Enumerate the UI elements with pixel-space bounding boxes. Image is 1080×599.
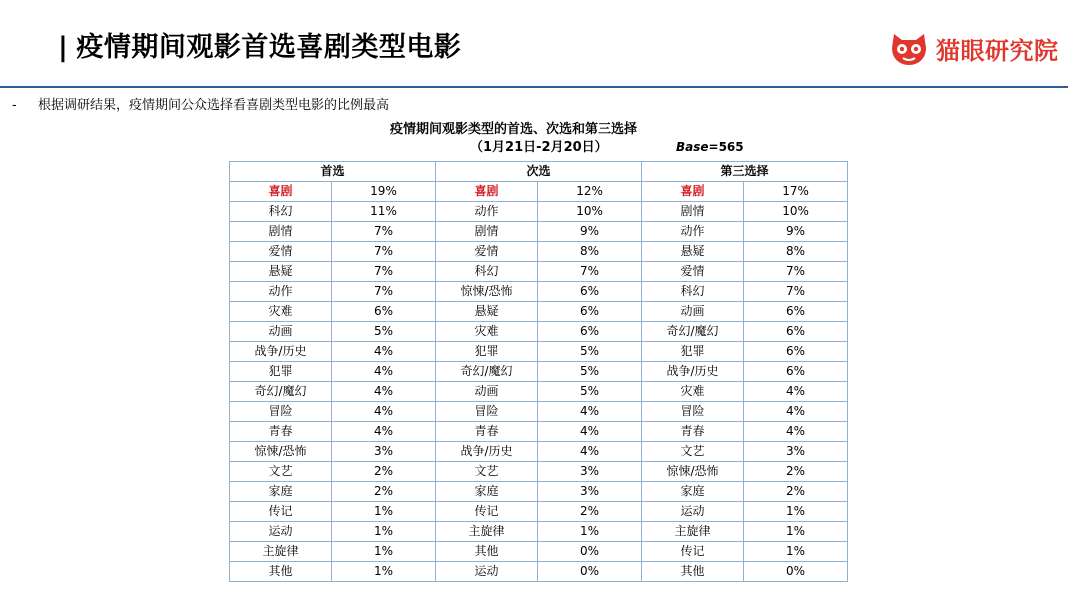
percent-first-choice: 7% [332, 262, 436, 282]
genre-second-choice: 其他 [436, 542, 538, 562]
percent-second-choice: 9% [538, 222, 642, 242]
genre-third-choice: 喜剧 [642, 182, 744, 202]
percent-third-choice: 4% [744, 402, 848, 422]
genre-third-choice: 奇幻/魔幻 [642, 322, 744, 342]
genre-second-choice: 喜剧 [436, 182, 538, 202]
percent-first-choice: 7% [332, 222, 436, 242]
percent-third-choice: 6% [744, 322, 848, 342]
genre-third-choice: 传记 [642, 542, 744, 562]
percent-first-choice: 4% [332, 422, 436, 442]
genre-second-choice: 动画 [436, 382, 538, 402]
percent-third-choice: 6% [744, 362, 848, 382]
genre-first-choice: 文艺 [230, 462, 332, 482]
percent-second-choice: 4% [538, 422, 642, 442]
table-row [230, 382, 848, 402]
table-row [230, 402, 848, 422]
percent-third-choice: 1% [744, 502, 848, 522]
percent-first-choice: 4% [332, 382, 436, 402]
bullet-marker: - [12, 98, 17, 113]
table-row [230, 442, 848, 462]
bullet-text: 根据调研结果，疫情期间公众选择看喜剧类型电影的比例最高 [38, 98, 390, 113]
genre-third-choice: 运动 [642, 502, 744, 522]
percent-third-choice: 17% [744, 182, 848, 202]
genre-first-choice: 惊悚/恐怖 [230, 442, 332, 462]
genre-third-choice: 主旋律 [642, 522, 744, 542]
genre-third-choice: 文艺 [642, 442, 744, 462]
summary-bullet [12, 97, 389, 115]
percent-third-choice: 7% [744, 262, 848, 282]
percent-second-choice: 4% [538, 402, 642, 422]
genre-first-choice: 传记 [230, 502, 332, 522]
percent-first-choice: 2% [332, 462, 436, 482]
genre-second-choice: 爱情 [436, 242, 538, 262]
table-row [230, 202, 848, 222]
genre-first-choice: 犯罪 [230, 362, 332, 382]
percent-second-choice: 0% [538, 562, 642, 582]
genre-second-choice: 青春 [436, 422, 538, 442]
genre-third-choice: 战争/历史 [642, 362, 744, 382]
percent-third-choice: 10% [744, 202, 848, 222]
genre-second-choice: 灾难 [436, 322, 538, 342]
percent-third-choice: 6% [744, 342, 848, 362]
genre-third-choice: 家庭 [642, 482, 744, 502]
percent-second-choice: 3% [538, 482, 642, 502]
column-header-third-choice: 第三选择 [642, 162, 848, 182]
percent-second-choice: 2% [538, 502, 642, 522]
percent-third-choice: 3% [744, 442, 848, 462]
genre-third-choice: 青春 [642, 422, 744, 442]
percent-second-choice: 7% [538, 262, 642, 282]
brand-logo [888, 28, 1059, 68]
genre-first-choice: 冒险 [230, 402, 332, 422]
percent-second-choice: 5% [538, 362, 642, 382]
genre-first-choice: 其他 [230, 562, 332, 582]
percent-first-choice: 4% [332, 362, 436, 382]
percent-first-choice: 4% [332, 402, 436, 422]
page-title [58, 28, 461, 68]
table-row [230, 302, 848, 322]
genre-first-choice: 青春 [230, 422, 332, 442]
genre-second-choice: 传记 [436, 502, 538, 522]
percent-third-choice: 1% [744, 522, 848, 542]
page-title-text: 疫情期间观影首选喜剧类型电影 [76, 32, 462, 63]
percent-third-choice: 1% [744, 542, 848, 562]
percent-third-choice: 2% [744, 462, 848, 482]
genre-second-choice: 运动 [436, 562, 538, 582]
table-date-range: （1月21日-2月20日） [470, 140, 608, 155]
table-row [230, 222, 848, 242]
header-divider [0, 86, 1068, 88]
genre-first-choice: 动画 [230, 322, 332, 342]
table-row [230, 562, 848, 582]
genre-second-choice: 冒险 [436, 402, 538, 422]
table-row [230, 282, 848, 302]
percent-second-choice: 12% [538, 182, 642, 202]
percent-first-choice: 4% [332, 342, 436, 362]
genre-first-choice: 爱情 [230, 242, 332, 262]
percent-second-choice: 5% [538, 382, 642, 402]
table-row [230, 182, 848, 202]
genre-first-choice: 战争/历史 [230, 342, 332, 362]
genre-third-choice: 其他 [642, 562, 744, 582]
genre-rank-table [229, 161, 848, 582]
percent-third-choice: 7% [744, 282, 848, 302]
percent-third-choice: 0% [744, 562, 848, 582]
table-row [230, 322, 848, 342]
genre-second-choice: 动作 [436, 202, 538, 222]
percent-second-choice: 10% [538, 202, 642, 222]
table-row [230, 362, 848, 382]
genre-second-choice: 战争/历史 [436, 442, 538, 462]
column-header-first-choice: 首选 [230, 162, 436, 182]
genre-second-choice: 主旋律 [436, 522, 538, 542]
genre-first-choice: 家庭 [230, 482, 332, 502]
genre-third-choice: 爱情 [642, 262, 744, 282]
genre-second-choice: 惊悚/恐怖 [436, 282, 538, 302]
percent-second-choice: 6% [538, 302, 642, 322]
table-row [230, 242, 848, 262]
genre-second-choice: 剧情 [436, 222, 538, 242]
genre-second-choice: 奇幻/魔幻 [436, 362, 538, 382]
percent-first-choice: 1% [332, 542, 436, 562]
genre-first-choice: 主旋律 [230, 542, 332, 562]
percent-third-choice: 4% [744, 422, 848, 442]
genre-first-choice: 奇幻/魔幻 [230, 382, 332, 402]
genre-first-choice: 动作 [230, 282, 332, 302]
genre-third-choice: 科幻 [642, 282, 744, 302]
base-note [676, 139, 744, 155]
genre-third-choice: 犯罪 [642, 342, 744, 362]
percent-second-choice: 5% [538, 342, 642, 362]
table-row [230, 502, 848, 522]
genre-second-choice: 文艺 [436, 462, 538, 482]
percent-first-choice: 5% [332, 322, 436, 342]
brand-name: 猫眼研究院 [936, 36, 1059, 65]
base-label: Base [676, 140, 709, 154]
percent-first-choice: 3% [332, 442, 436, 462]
genre-second-choice: 家庭 [436, 482, 538, 502]
table-row [230, 462, 848, 482]
table-header-row [230, 162, 848, 182]
genre-second-choice: 犯罪 [436, 342, 538, 362]
base-value: =565 [708, 140, 744, 154]
cat-face-icon [888, 28, 930, 68]
table-row [230, 522, 848, 542]
percent-third-choice: 9% [744, 222, 848, 242]
genre-third-choice: 灾难 [642, 382, 744, 402]
percent-first-choice: 11% [332, 202, 436, 222]
genre-third-choice: 动画 [642, 302, 744, 322]
percent-second-choice: 8% [538, 242, 642, 262]
percent-first-choice: 1% [332, 522, 436, 542]
table-row [230, 542, 848, 562]
genre-second-choice: 悬疑 [436, 302, 538, 322]
table-row [230, 342, 848, 362]
table-row [230, 482, 848, 502]
percent-third-choice: 4% [744, 382, 848, 402]
title-bar: | [58, 32, 69, 63]
percent-first-choice: 6% [332, 302, 436, 322]
percent-third-choice: 8% [744, 242, 848, 262]
genre-third-choice: 冒险 [642, 402, 744, 422]
genre-second-choice: 科幻 [436, 262, 538, 282]
percent-third-choice: 6% [744, 302, 848, 322]
percent-second-choice: 1% [538, 522, 642, 542]
genre-first-choice: 悬疑 [230, 262, 332, 282]
percent-second-choice: 6% [538, 282, 642, 302]
percent-first-choice: 2% [332, 482, 436, 502]
genre-third-choice: 惊悚/恐怖 [642, 462, 744, 482]
table-body [230, 182, 848, 582]
percent-first-choice: 7% [332, 282, 436, 302]
column-header-second-choice: 次选 [436, 162, 642, 182]
percent-second-choice: 3% [538, 462, 642, 482]
genre-third-choice: 悬疑 [642, 242, 744, 262]
percent-first-choice: 1% [332, 502, 436, 522]
percent-second-choice: 6% [538, 322, 642, 342]
genre-first-choice: 运动 [230, 522, 332, 542]
table-title: 疫情期间观影类型的首选、次选和第三选择 [390, 122, 638, 137]
genre-first-choice: 喜剧 [230, 182, 332, 202]
percent-first-choice: 19% [332, 182, 436, 202]
percent-first-choice: 7% [332, 242, 436, 262]
genre-third-choice: 剧情 [642, 202, 744, 222]
genre-first-choice: 科幻 [230, 202, 332, 222]
table-row [230, 262, 848, 282]
percent-first-choice: 1% [332, 562, 436, 582]
genre-third-choice: 动作 [642, 222, 744, 242]
genre-first-choice: 灾难 [230, 302, 332, 322]
percent-second-choice: 4% [538, 442, 642, 462]
percent-third-choice: 2% [744, 482, 848, 502]
percent-second-choice: 0% [538, 542, 642, 562]
genre-first-choice: 剧情 [230, 222, 332, 242]
table-row [230, 422, 848, 442]
